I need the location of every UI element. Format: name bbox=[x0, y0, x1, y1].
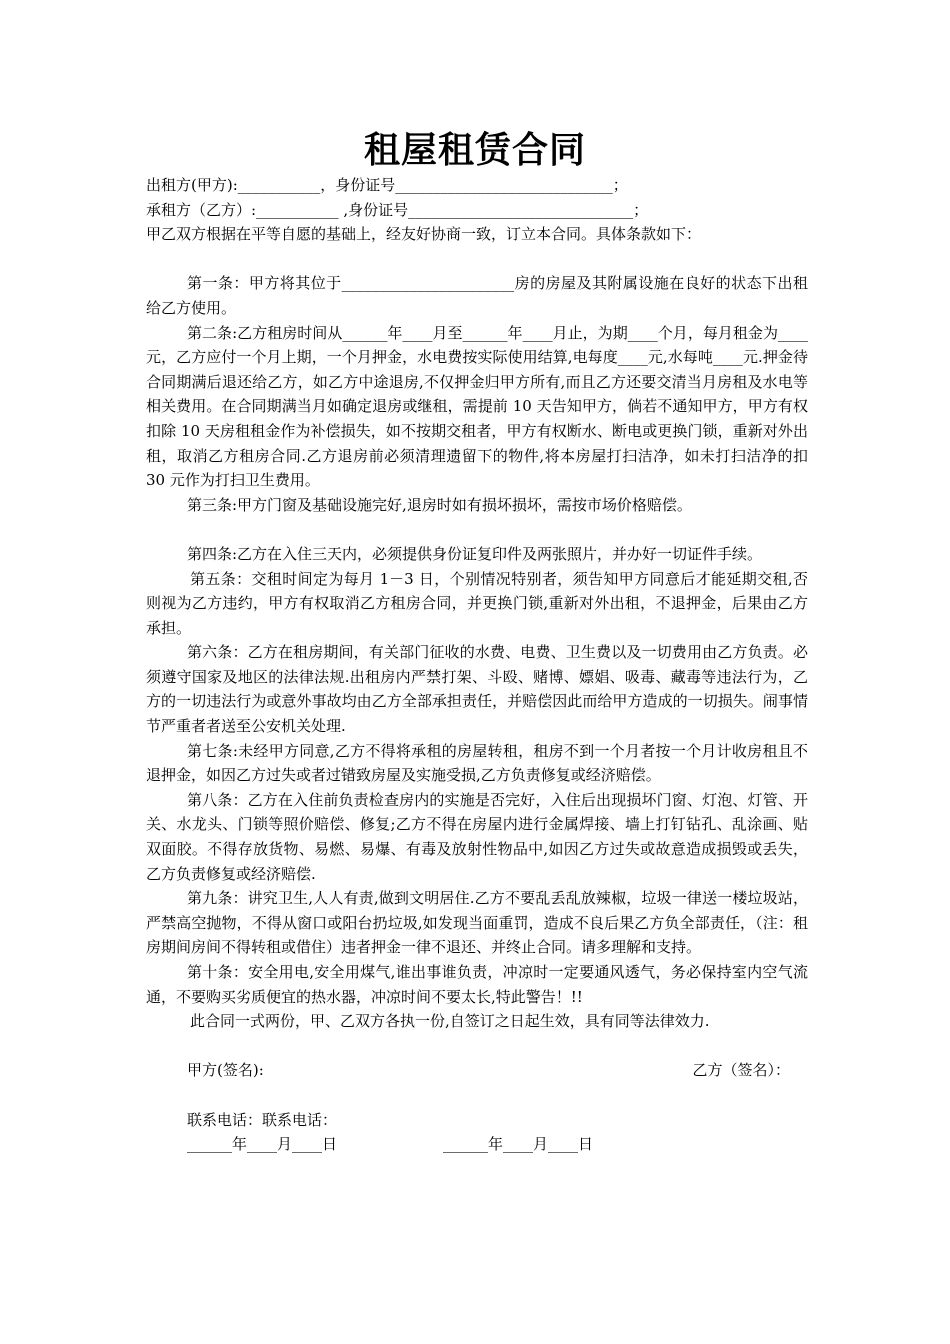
lessor-line: 出租方(甲方):___________，身份证号_____________________________； bbox=[146, 176, 628, 194]
clause-3: 第三条:甲方门窗及基础设施完好,退房时如有损坏损坏，需按市场价格赔偿。 bbox=[187, 495, 692, 514]
contact-phone: 联系电话：联系电话： bbox=[187, 1110, 338, 1129]
clause-6: 第六条：乙方在租房期间，有关部门征收的水费、电费、卫生费以及一切费用由乙方负责。必须遵守国家及地区的法律法规.出租房内严禁打架、斗殴、赌博、嫖娼、吸毒、藏毒等违法行为，乙方的一切违法行为或意外事故均由乙方全部承担责任，并赔偿因此而给甲方造成的一切损失。闹事情节严重者者送至公安机关处理. bbox=[146, 643, 808, 736]
spacer bbox=[146, 517, 808, 542]
clause-4: 第四条:乙方在入住三天内，必须提供身份证复印件及两张照片，并办好一切证件手续。 bbox=[187, 544, 763, 563]
clause-5: 第五条：交租时间定为每月 1－3 日，个别情况特别者，须告知甲方同意后才能延期交租,否则视为乙方违约，甲方有权取消乙方租房合同，并更换门锁,重新对外出租，不退押金，后果由乙方承担。 bbox=[146, 569, 808, 637]
party-a-signature: 甲方(签名): bbox=[187, 1061, 264, 1080]
clause-8: 第八条：乙方在入住前负责检查房内的实施是否完好，入住后出现损坏门窗、灯泡、灯管、开关、水龙头、门锁等照价赔偿、修复;乙方不得在房屋内进行金属焊接、墙上打钉钻孔、乱涂画、贴双面胶。不得存放货物、易燃、易爆、有毒及放射性物品中,如因乙方过失或故意造成损毁或丢失，乙方负责修复或经济赔偿. bbox=[146, 790, 808, 883]
contract-body bbox=[146, 173, 808, 1157]
closing-statement: 此合同一式两份，甲、乙双方各执一份,自签订之日起生效，具有同等法律效力. bbox=[190, 1012, 710, 1031]
clause-9: 第九条：讲究卫生,人人有责,做到文明居住.乙方不要乱丢乱放辣椒，垃圾一律送一楼垃圾站，严禁高空抛物，不得从窗口或阳台扔垃圾,如发现当面重罚，造成不良后果乙方负全部责任，（注：租房期间房间不得转租或借住）违者押金一律不退还、并终止合同。请多理解和支持。 bbox=[146, 889, 808, 957]
clause-1: 第一条：甲方将其位于_______________________房的房屋及其附属设施在良好的状态下出租给乙方使用。 bbox=[146, 274, 808, 317]
spacer bbox=[146, 1034, 808, 1059]
date-party-b: ______年____月____日 bbox=[443, 1135, 594, 1154]
spacer bbox=[146, 247, 808, 272]
phone-row bbox=[146, 1108, 808, 1133]
date-party-a: ______年____月____日 bbox=[187, 1135, 338, 1154]
clause-7: 第七条:未经甲方同意,乙方不得将承租的房屋转租，租房不到一个月者按一个月计收房租且不退押金，如因乙方过失或者过错致房屋及实施受损,乙方负责修复或经济赔偿。 bbox=[146, 741, 808, 785]
clause-2: 第二条:乙方租房时间从______年____月至______年____月止，为期____个月，每月租金为____元，乙方应付一个月上期，一个月押金，水电费按实际使用结算,电每度____元,水每吨____元.押金待合同期满后退还给乙方，如乙方中途退房,不仅押金归甲方所有,而且乙方还要交清当月房租及水电等相关费用。在合同期满当月如确定退房或继租，需提前 10 天告知甲方，倘若不通知甲方，甲方有权扣除 10 天房租租金作为补偿损失，如不按期交租者，甲方有权断水、断电或更换门锁，重新对外出租，取消乙方租房合同.乙方退房前必须清理遗留下的物件,将本房屋打扫洁净，如未打扫洁净的扣 30 元作为打扫卫生费用。 bbox=[146, 323, 808, 490]
clause-10: 第十条：安全用电,安全用煤气,谁出事谁负责，冲凉时一定要通风透气，务必保持室内空气流通，不要购买劣质便宜的热水器，冲凉时间不要太长,特此警告！!! bbox=[146, 963, 808, 1006]
spacer bbox=[146, 1083, 808, 1108]
party-b-signature: 乙方（签名）： bbox=[692, 1061, 790, 1080]
intro-line: 甲乙双方根据在平等自愿的基础上，经友好协商一致，订立本合同。具体条款如下： bbox=[146, 225, 702, 244]
signature-row bbox=[146, 1058, 808, 1083]
date-row bbox=[146, 1132, 808, 1157]
lessee-line: 承租方（乙方）:___________ ,身份证号______________________________； bbox=[146, 200, 649, 219]
page-title: 租屋租赁合同 bbox=[363, 130, 586, 171]
